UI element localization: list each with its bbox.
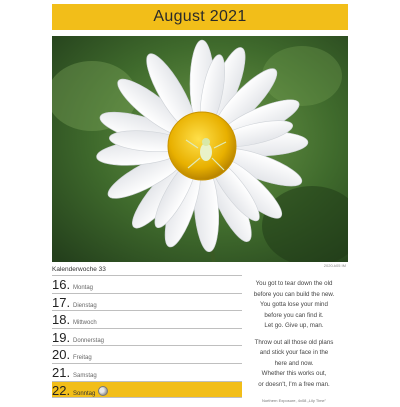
quote-line: You got to tear down the old xyxy=(255,280,333,287)
calendar-page xyxy=(52,4,348,403)
day-name: Freitag xyxy=(73,355,92,362)
quote-line: Throw out all those old plans xyxy=(254,338,334,346)
quote-line: before you can build the new. xyxy=(253,290,335,298)
day-number: 21. xyxy=(52,364,71,380)
day-number: 18. xyxy=(52,312,71,328)
day-row-monday xyxy=(52,275,242,293)
day-name: Donnerstag xyxy=(73,337,105,344)
day-number: 17. xyxy=(52,294,71,310)
day-name: Montag xyxy=(73,285,94,291)
calendar-week-label: Kalenderwoche 33 xyxy=(52,266,106,273)
day-name: Samstag xyxy=(73,372,97,379)
day-number: 16. xyxy=(52,277,71,292)
day-row-friday xyxy=(52,345,242,363)
moon-phase-icon xyxy=(98,386,108,396)
photo-credit: 2020-k05 IM xyxy=(323,263,346,268)
day-row-wednesday xyxy=(52,310,242,328)
day-name: Sonntag xyxy=(73,390,96,397)
day-name: Dienstag xyxy=(73,302,97,309)
day-number: 20. xyxy=(52,347,71,363)
month-title: August 2021 xyxy=(153,8,247,25)
quote-stanza-1 xyxy=(244,279,344,332)
quote-line: Let go. Give up, man. xyxy=(264,322,324,329)
day-row-sunday xyxy=(52,381,242,399)
day-number: 19. xyxy=(52,329,71,345)
quote-block xyxy=(244,279,344,407)
daisy-illustration xyxy=(52,36,348,262)
quote-line: Whether this works out, xyxy=(261,370,327,377)
quote-line: You gotta lose your mind xyxy=(260,301,328,308)
quote-line: before you can find it. xyxy=(264,311,324,319)
day-row-thursday xyxy=(52,328,242,346)
day-name: Mittwoch xyxy=(73,320,97,327)
day-row-saturday xyxy=(52,363,242,381)
month-header xyxy=(52,4,348,30)
quote-stanza-2 xyxy=(244,338,344,391)
quote-attribution: Northern Exposure, 4x08 „Lily Time" xyxy=(261,398,327,403)
quote-line: or doesn't, I'm a free man. xyxy=(258,380,330,388)
quote-line: here and now. xyxy=(274,359,314,367)
quote-line: and stick your face in the xyxy=(259,349,329,356)
daisy-photo xyxy=(52,36,348,262)
day-list xyxy=(52,275,242,398)
day-number: 22. xyxy=(52,382,71,398)
day-row-tuesday xyxy=(52,293,242,311)
